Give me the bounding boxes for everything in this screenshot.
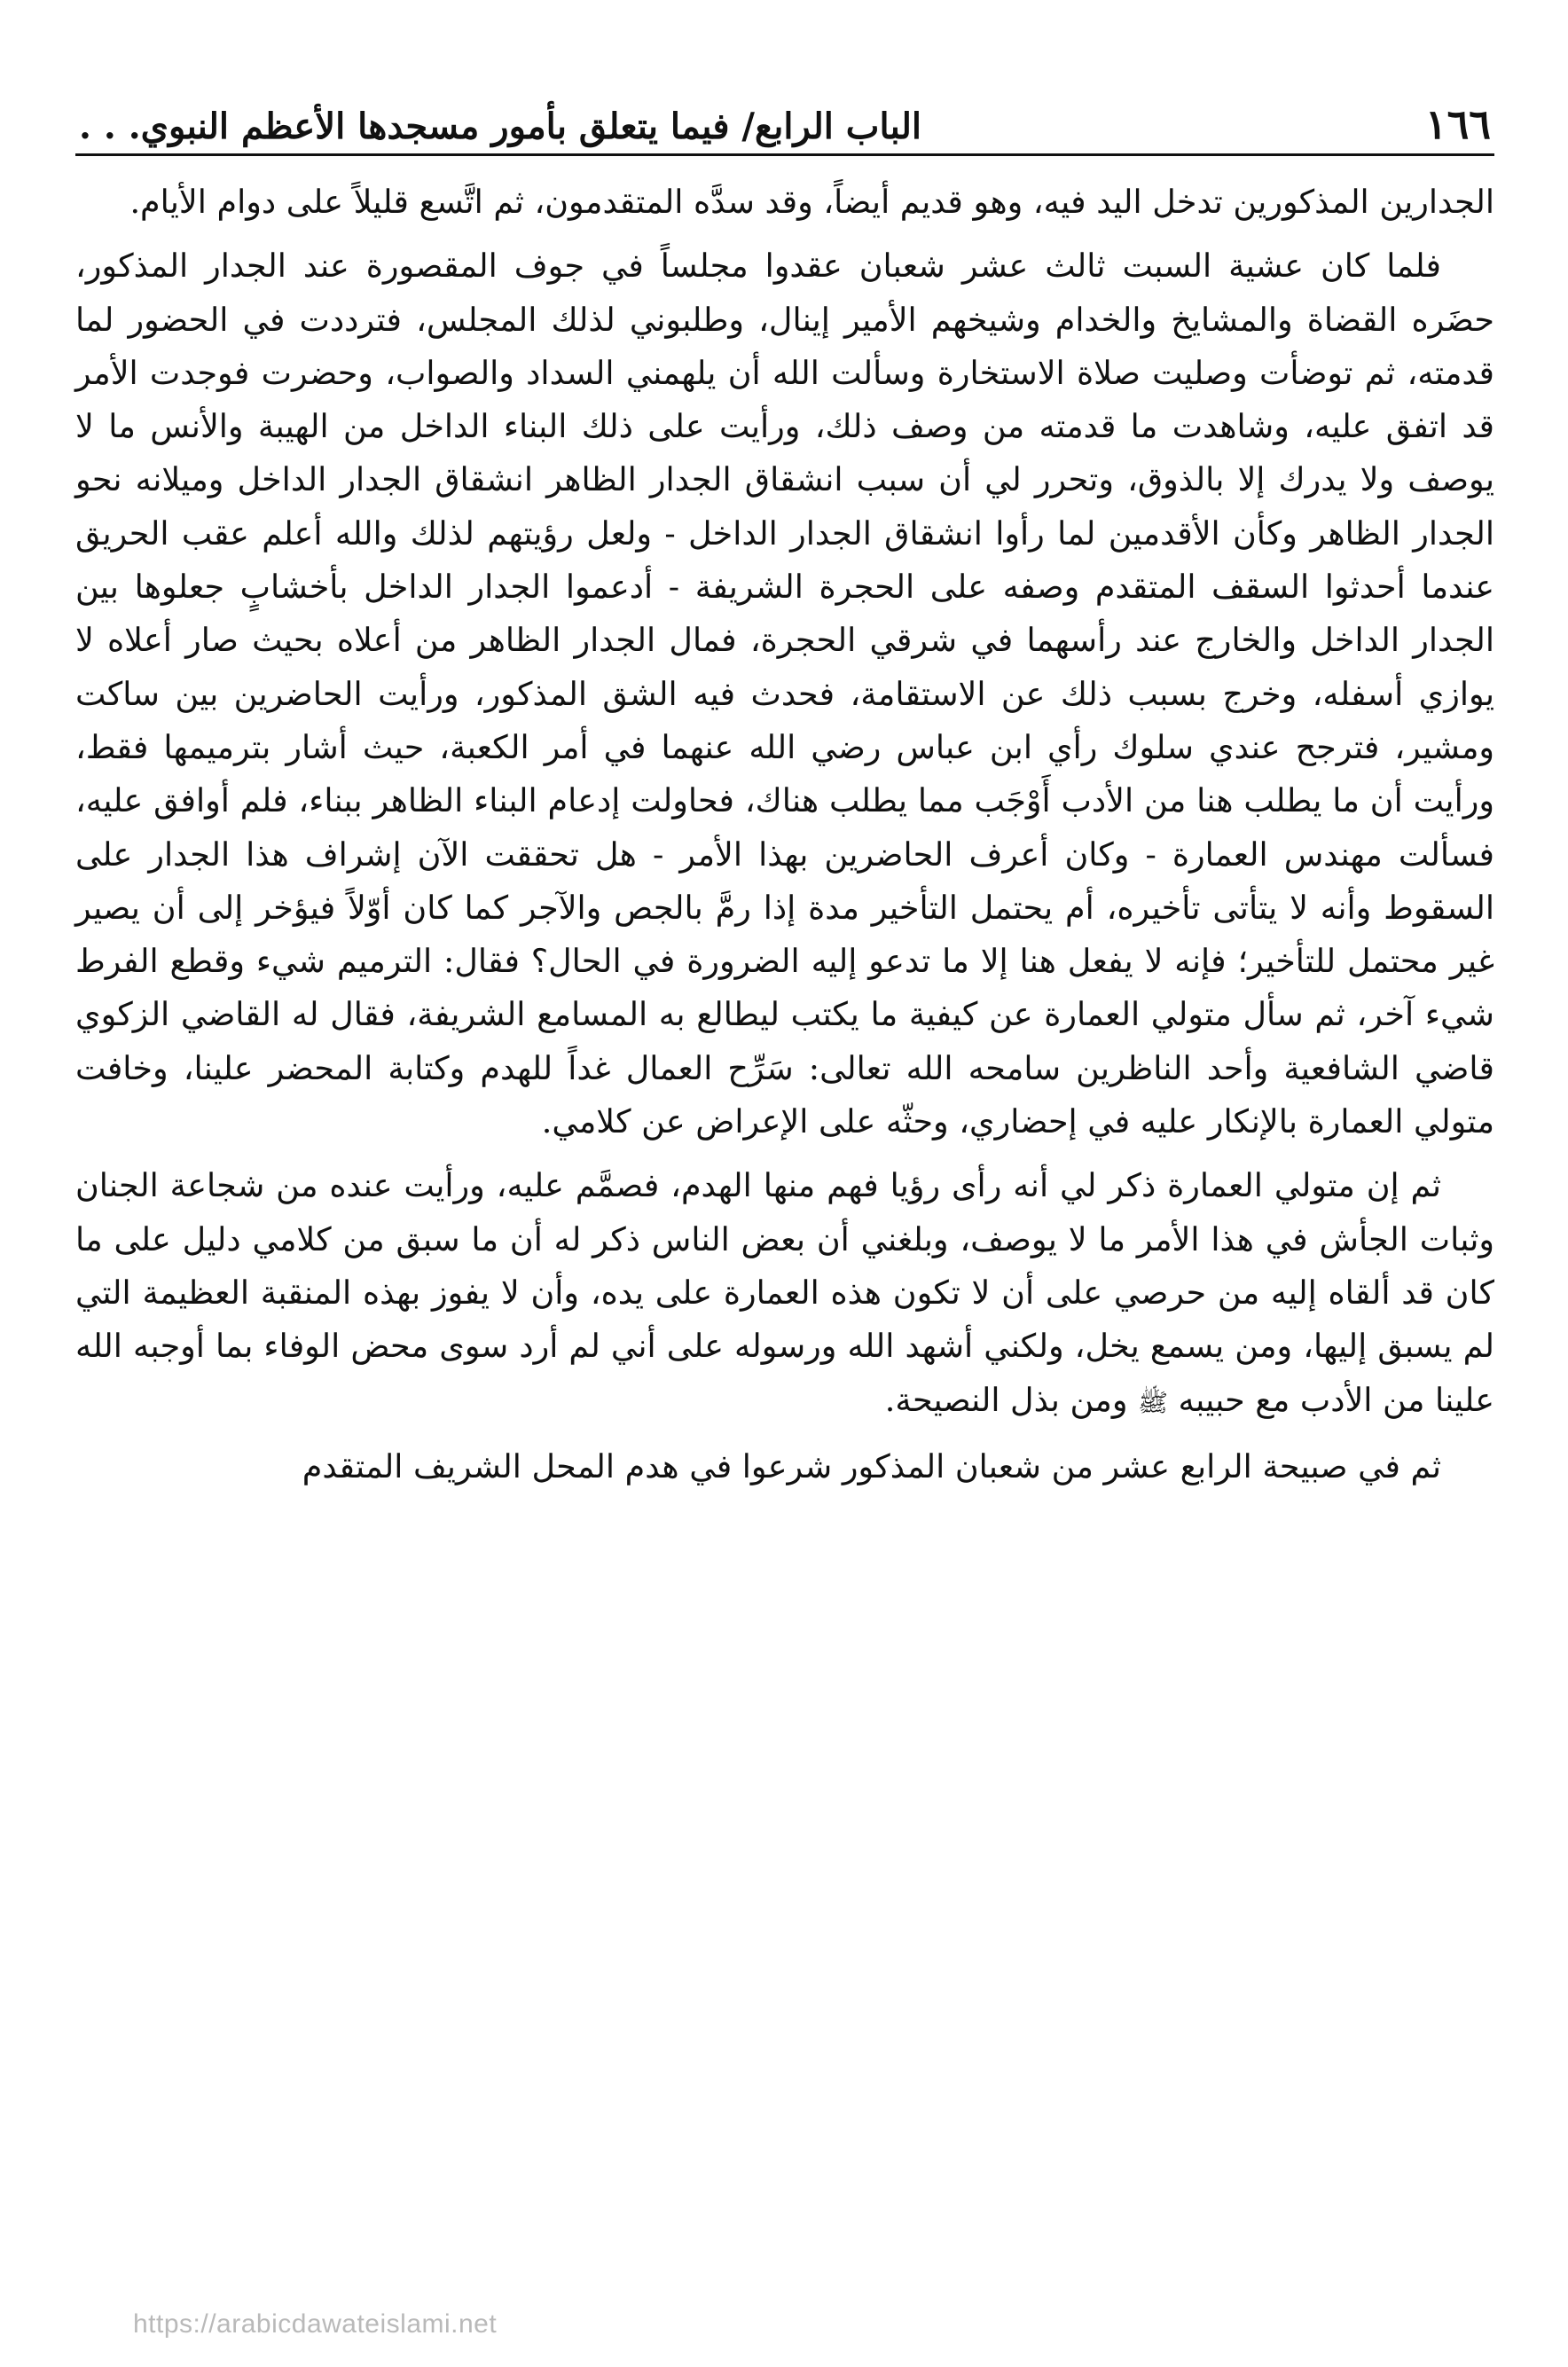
paragraph-3-ending: ومن بذل النصيحة. [884, 1380, 1128, 1419]
paragraph-2: فلما كان عشية السبت ثالث عشر شعبان عقدوا مجلساً في جوف المقصورة عند الجدار المذكور، حضَره القضاة والمشايخ والخدام وشيخهم الأمير إينال، وطلبوني لذلك المجلس، فترددت في الحضور لما قدمته، ثم توضأت وصليت صلاة الاستخارة وسألت الله أن يلهمني السداد والصواب، وحضرت فوجدت الأمر قد اتفق عليه، وشاهدت ما قدمته من وصف ذلك، ورأيت على ذلك البناء الداخل من الهيبة والأنس ما لا يوصف ولا يدرك إلا بالذوق، وتحرر لي أن سبب انشقاق الجدار الظاهر انشقاق الجدار الداخل وميلانه نحو الجدار الظاهر وكأن الأقدمين لما رأوا انشقاق الجدار الداخل - ولعل رؤيتهم لذلك والله أعلم عقب الحريق عندما أحدثوا السقف المتقدم وصفه على الحجرة الشريفة - أدعموا الجدار الداخل بأخشابٍ جعلوها بين الجدار الداخل والخارج عند رأسهما في شرقي الحجرة، فمال الجدار الظاهر من أعلاه بحيث صار أعلاه لا يوازي أسفله، وخرج بسبب ذلك عن الاستقامة، فحدث فيه الشق المذكور، ورأيت الحاضرين بين ساكت ومشير، فترجح عندي سلوك رأي ابن عباس رضي الله عنهما في أمر الكعبة، حيث أشار بترميمها فقط، ورأيت أن ما يطلب هنا من الأدب أَوْجَب مما يطلب هناك، فحاولت إدعام البناء الظاهر ببناء، فلم أوافق عليه، فسألت مهندس العمارة - وكان أعرف الحاضرين بهذا الأمر - هل تحققت الآن إشراف هذا الجدار على السقوط وأنه لا يتأتى تأخيره، أم يحتمل التأخير مدة إذا رمَّ بالجص والآجر كما كان أوّلاً فيؤخر إلى أن يصير غير محتمل للتأخير؛ فإنه لا يفعل هنا إلا ما تدعو إليه الضرورة في الحال؟ فقال: الترميم شيء وقطع الفرط شيء آخر، ثم سأل متولي العمارة عن كيفية ما يكتب ليطالع به المسامع الشريفة، فقال له القاضي الزكوي قاضي الشافعية وأحد الناظرين سامحه الله تعالى: سَرِّح العمال غداً للهدم وكتابة المحضر علينا، وخافت متولي العمارة بالإنكار عليه في إحضاري، وحثّه على الإعراض عن كلامي. [75, 247, 1494, 1141]
paragraph-3-text: ثم إن متولي العمارة ذكر لي أنه رأى رؤيا فهم منها الهدم، فصمَّم عليه، ورأيت عنده من شجاعة الجنان وثبات الجأش في هذا الأمر ما لا يوصف، وبلغني أن بعض الناس ذكر له أن ما سبق من كلامي دليل على ما كان قد ألقاه إليه من حرصي على أن لا تكون هذه العمارة على يده، وأن لا يفوز بهذه المنقبة العظيمة التي لم يسبق إليها، ومن يسمع يخل، ولكني أشهد الله ورسوله على أني لم أرد سوى محض الوفاء بما أوجبه الله علينا من الأدب مع حبيبه [75, 1166, 1494, 1419]
paragraph-4: ثم في صبيحة الرابع عشر من شعبان المذكور شرعوا في هدم المحل الشريف المتقدم [302, 1446, 1441, 1485]
paragraph-3 [75, 1159, 1494, 1429]
page-header [75, 89, 1494, 156]
paragraph-1: الجدارين المذكورين تدخل اليد فيه، وهو قديم أيضاً، وقد سدَّه المتقدمون، ثم اتَّسع قليلاً على دوام الأيام. [129, 183, 1494, 221]
page-body [75, 176, 1494, 1493]
running-title: الباب الرابع/ فيما يتعلق بأمور مسجدها الأعظم النبوي. . . [79, 106, 922, 147]
watermark-url: https://arabicdawateislami.net [133, 2309, 498, 2339]
salutation-symbol: ﷺ [1138, 1387, 1168, 1417]
page-number: ١٦٦ [1424, 100, 1491, 148]
book-page [75, 89, 1494, 2341]
